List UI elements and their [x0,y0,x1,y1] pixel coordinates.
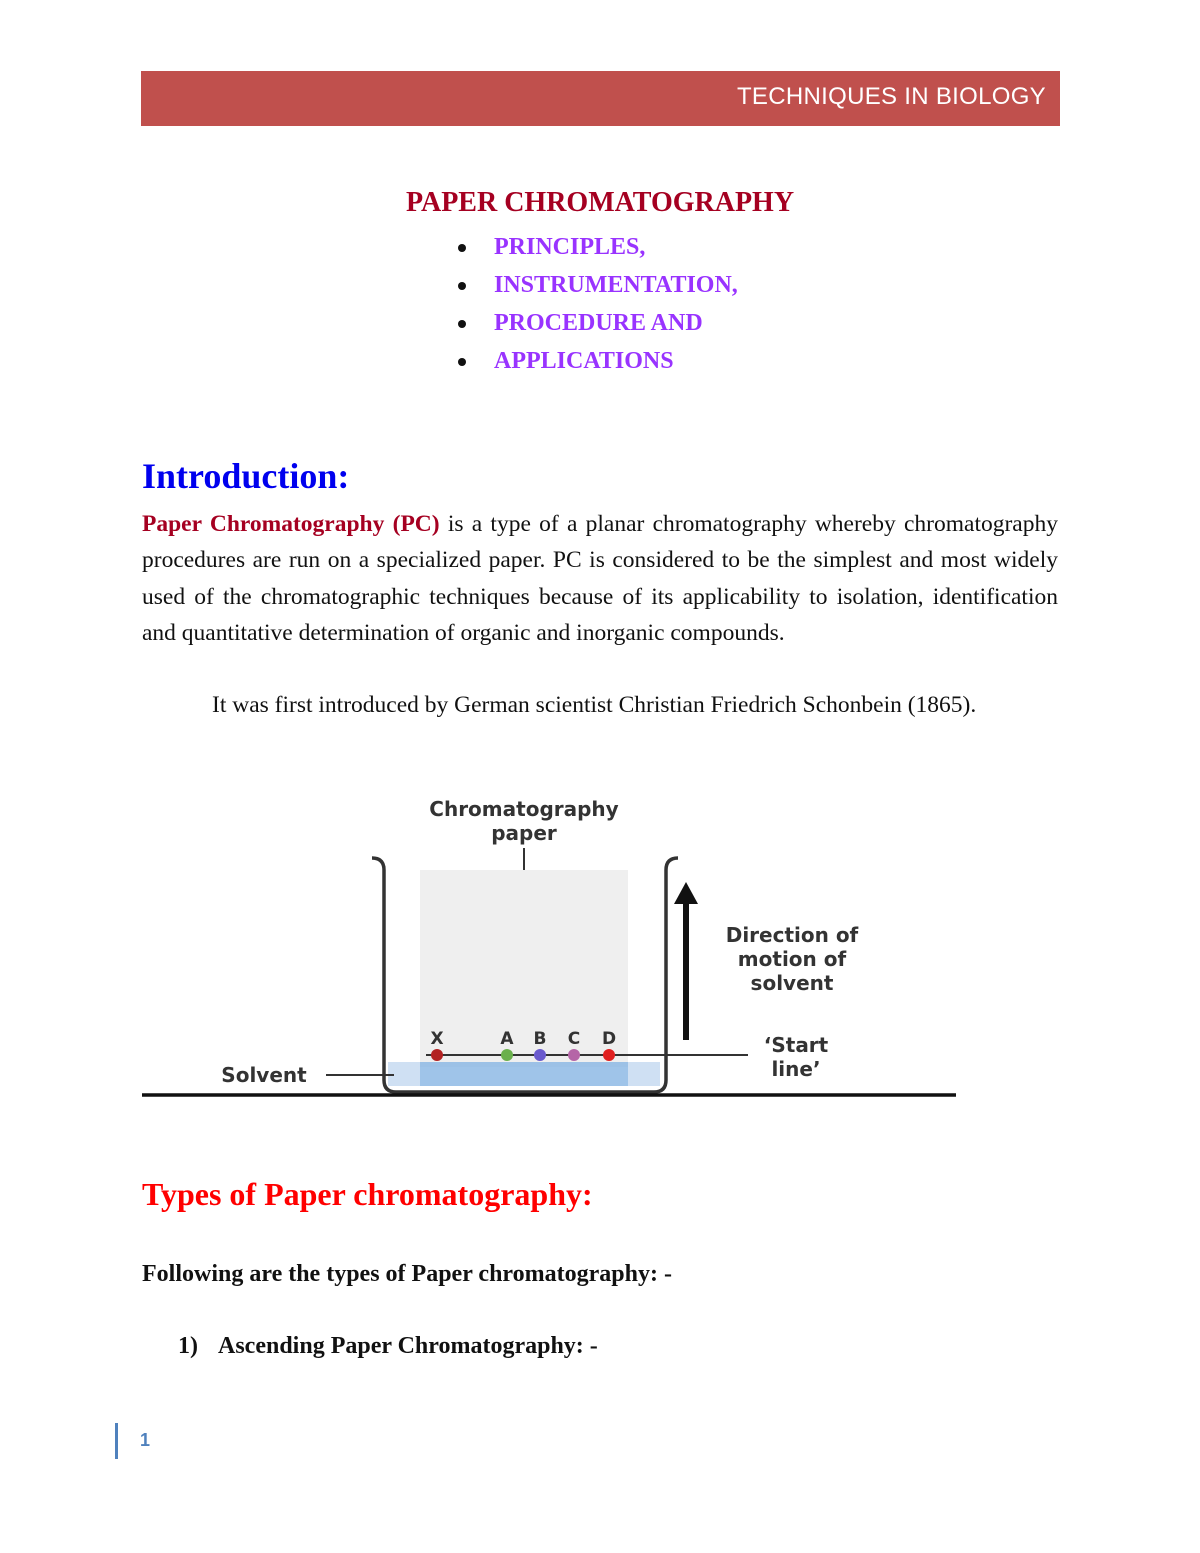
pc-term: Paper Chromatography (PC) [142,511,440,537]
types-item-label: Ascending Paper Chromatography: - [218,1333,598,1359]
introduction-text: is a type of a planar chromatography whereby chromatography procedures are run on a specialized paper. PC is considered to be the simplest and most widely used of the chromatographic techniques because of its applicability to isolation, identification and quantitative determination of organic and inorganic compounds. [142,511,1058,647]
spot-a [501,1049,513,1061]
paper-label-line1: Chromatography [429,797,619,821]
topic-label: INSTRUMENTATION, [494,272,738,298]
page-number: 1 [140,1430,151,1450]
topic-label: PRINCIPLES, [494,234,646,260]
soaked-paper [420,1062,628,1086]
types-heading: Types of Paper chromatography: [142,1176,593,1212]
solvent-label: Solvent [221,1063,307,1087]
spot-label-x: X [430,1029,444,1049]
spot-label-b: B [533,1029,547,1049]
introduction-paragraph [142,506,1058,652]
spot-c [568,1049,580,1061]
introduction-heading: Introduction: [142,456,350,496]
topic-item [458,345,738,383]
start-line-label-line2: line’ [771,1057,821,1081]
chromatography-paper [420,870,628,1067]
topic-item [458,307,738,345]
direction-label-line1: Direction of [725,923,859,947]
spot-label-c: C [567,1029,581,1049]
start-line-label-line1: ‘Start [763,1033,829,1057]
direction-label-line2: motion of [737,947,847,971]
topic-item [458,231,738,269]
bullet-icon [458,282,466,290]
types-intro: Following are the types of Paper chromatography: - [142,1261,672,1287]
page-title: PAPER CHROMATOGRAPHY [405,187,795,218]
bullet-icon [458,244,466,252]
spot-label-a: A [500,1029,514,1049]
history-paragraph: It was first introduced by German scientist Christian Friedrich Schonbein (1865). [212,692,977,718]
header-bar [141,71,1060,126]
direction-label-line3: solvent [750,971,834,995]
spot-b [534,1049,546,1061]
types-list-item [178,1333,598,1360]
bullet-icon [458,320,466,328]
topic-label: PROCEDURE AND [494,310,703,336]
spot-x [431,1049,443,1061]
topic-item [458,269,738,307]
types-item-number: 1) [178,1333,198,1359]
spot-label-d: D [601,1029,617,1049]
spot-d [603,1049,615,1061]
topic-list [458,231,738,383]
paper-label-line2: paper [491,821,557,845]
footer-accent-bar [115,1423,118,1459]
topic-label: APPLICATIONS [494,348,674,374]
arrow-up-icon [674,882,698,904]
bullet-icon [458,358,466,366]
header-title: TECHNIQUES IN BIOLOGY [736,83,1046,110]
chromatography-diagram [140,790,960,1100]
